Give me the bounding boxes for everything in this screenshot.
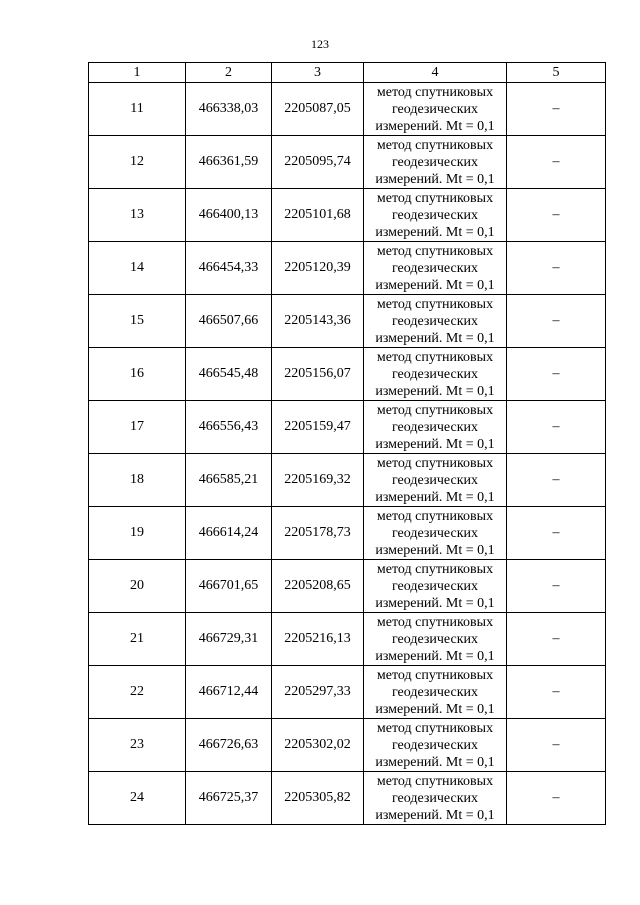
method-line: геодезических	[391, 154, 478, 170]
method-line: геодезических	[391, 101, 478, 117]
x-coordinate-cell: 466507,66	[186, 295, 272, 348]
method-line: измерений. Mt = 0,1	[375, 383, 495, 399]
note-cell: –	[507, 454, 606, 507]
note-cell: –	[507, 136, 606, 189]
method-cell	[364, 772, 507, 825]
table-row	[89, 560, 606, 613]
table-row	[89, 242, 606, 295]
point-number-cell: 23	[89, 719, 186, 772]
method-line: метод спутниковых	[376, 720, 494, 736]
method-line: метод спутниковых	[376, 402, 494, 418]
note-cell: –	[507, 613, 606, 666]
method-line: геодезических	[391, 737, 478, 753]
table-row	[89, 189, 606, 242]
method-cell	[364, 560, 507, 613]
note-cell: –	[507, 83, 606, 136]
point-number-cell: 13	[89, 189, 186, 242]
note-cell: –	[507, 401, 606, 454]
table-row	[89, 507, 606, 560]
method-line: геодезических	[391, 366, 478, 382]
column-header-3: 3	[272, 63, 364, 83]
point-number-cell: 20	[89, 560, 186, 613]
method-line: метод спутниковых	[376, 455, 494, 471]
point-number-cell: 22	[89, 666, 186, 719]
method-line: метод спутниковых	[376, 243, 494, 259]
method-cell	[364, 242, 507, 295]
y-coordinate-cell: 2205216,13	[272, 613, 364, 666]
x-coordinate-cell: 466725,37	[186, 772, 272, 825]
point-number-cell: 15	[89, 295, 186, 348]
x-coordinate-cell: 466729,31	[186, 613, 272, 666]
method-line: измерений. Mt = 0,1	[375, 171, 495, 187]
y-coordinate-cell: 2205095,74	[272, 136, 364, 189]
x-coordinate-cell: 466338,03	[186, 83, 272, 136]
x-coordinate-cell: 466701,65	[186, 560, 272, 613]
coordinates-table	[88, 62, 606, 825]
method-line: геодезических	[391, 260, 478, 276]
x-coordinate-cell: 466556,43	[186, 401, 272, 454]
table-row	[89, 136, 606, 189]
method-line: метод спутниковых	[376, 614, 494, 630]
y-coordinate-cell: 2205169,32	[272, 454, 364, 507]
table-row	[89, 83, 606, 136]
method-line: метод спутниковых	[376, 84, 494, 100]
method-line: геодезических	[391, 313, 478, 329]
note-cell: –	[507, 666, 606, 719]
method-line: метод спутниковых	[376, 508, 494, 524]
x-coordinate-cell: 466726,63	[186, 719, 272, 772]
method-cell	[364, 613, 507, 666]
method-line: метод спутниковых	[376, 296, 494, 312]
point-number-cell: 18	[89, 454, 186, 507]
y-coordinate-cell: 2205143,36	[272, 295, 364, 348]
method-line: метод спутниковых	[376, 349, 494, 365]
point-number-cell: 11	[89, 83, 186, 136]
method-line: измерений. Mt = 0,1	[375, 595, 495, 611]
point-number-cell: 24	[89, 772, 186, 825]
y-coordinate-cell: 2205305,82	[272, 772, 364, 825]
note-cell: –	[507, 348, 606, 401]
method-line: метод спутниковых	[376, 561, 494, 577]
method-line: метод спутниковых	[376, 137, 494, 153]
point-number-cell: 12	[89, 136, 186, 189]
page-number: 123	[311, 37, 329, 51]
method-line: геодезических	[391, 207, 478, 223]
method-cell	[364, 719, 507, 772]
y-coordinate-cell: 2205087,05	[272, 83, 364, 136]
table-row	[89, 401, 606, 454]
note-cell: –	[507, 560, 606, 613]
method-cell	[364, 401, 507, 454]
method-cell	[364, 189, 507, 242]
note-cell: –	[507, 507, 606, 560]
method-line: метод спутниковых	[376, 773, 494, 789]
method-line: измерений. Mt = 0,1	[375, 224, 495, 240]
method-line: геодезических	[391, 419, 478, 435]
method-cell	[364, 348, 507, 401]
method-cell	[364, 295, 507, 348]
method-line: измерений. Mt = 0,1	[375, 118, 495, 134]
x-coordinate-cell: 466361,59	[186, 136, 272, 189]
header-row	[89, 63, 606, 83]
table-row	[89, 454, 606, 507]
method-cell	[364, 136, 507, 189]
note-cell: –	[507, 189, 606, 242]
point-number-cell: 17	[89, 401, 186, 454]
note-cell: –	[507, 719, 606, 772]
x-coordinate-cell: 466454,33	[186, 242, 272, 295]
y-coordinate-cell: 2205120,39	[272, 242, 364, 295]
method-line: измерений. Mt = 0,1	[375, 648, 495, 664]
method-line: измерений. Mt = 0,1	[375, 807, 495, 823]
y-coordinate-cell: 2205101,68	[272, 189, 364, 242]
method-cell	[364, 507, 507, 560]
y-coordinate-cell: 2205156,07	[272, 348, 364, 401]
method-line: геодезических	[391, 525, 478, 541]
column-header-2: 2	[186, 63, 272, 83]
y-coordinate-cell: 2205302,02	[272, 719, 364, 772]
note-cell: –	[507, 772, 606, 825]
method-line: измерений. Mt = 0,1	[375, 489, 495, 505]
table-row	[89, 666, 606, 719]
table-row	[89, 719, 606, 772]
method-line: геодезических	[391, 684, 478, 700]
column-header-4: 4	[364, 63, 507, 83]
method-cell	[364, 454, 507, 507]
method-line: геодезических	[391, 578, 478, 594]
method-line: измерений. Mt = 0,1	[375, 277, 495, 293]
x-coordinate-cell: 466614,24	[186, 507, 272, 560]
x-coordinate-cell: 466585,21	[186, 454, 272, 507]
note-cell: –	[507, 295, 606, 348]
table-row	[89, 295, 606, 348]
point-number-cell: 14	[89, 242, 186, 295]
method-cell	[364, 83, 507, 136]
x-coordinate-cell: 466400,13	[186, 189, 272, 242]
table-row	[89, 772, 606, 825]
method-line: геодезических	[391, 472, 478, 488]
method-line: геодезических	[391, 790, 478, 806]
y-coordinate-cell: 2205208,65	[272, 560, 364, 613]
column-header-1: 1	[89, 63, 186, 83]
point-number-cell: 21	[89, 613, 186, 666]
y-coordinate-cell: 2205159,47	[272, 401, 364, 454]
y-coordinate-cell: 2205178,73	[272, 507, 364, 560]
point-number-cell: 16	[89, 348, 186, 401]
method-line: геодезических	[391, 631, 478, 647]
method-line: измерений. Mt = 0,1	[375, 701, 495, 717]
method-line: измерений. Mt = 0,1	[375, 542, 495, 558]
column-header-5: 5	[507, 63, 606, 83]
method-line: измерений. Mt = 0,1	[375, 330, 495, 346]
note-cell: –	[507, 242, 606, 295]
method-cell	[364, 666, 507, 719]
x-coordinate-cell: 466712,44	[186, 666, 272, 719]
point-number-cell: 19	[89, 507, 186, 560]
method-line: измерений. Mt = 0,1	[375, 436, 495, 452]
x-coordinate-cell: 466545,48	[186, 348, 272, 401]
method-line: метод спутниковых	[376, 190, 494, 206]
method-line: измерений. Mt = 0,1	[375, 754, 495, 770]
table-row	[89, 613, 606, 666]
method-line: метод спутниковых	[376, 667, 494, 683]
table-row	[89, 348, 606, 401]
y-coordinate-cell: 2205297,33	[272, 666, 364, 719]
